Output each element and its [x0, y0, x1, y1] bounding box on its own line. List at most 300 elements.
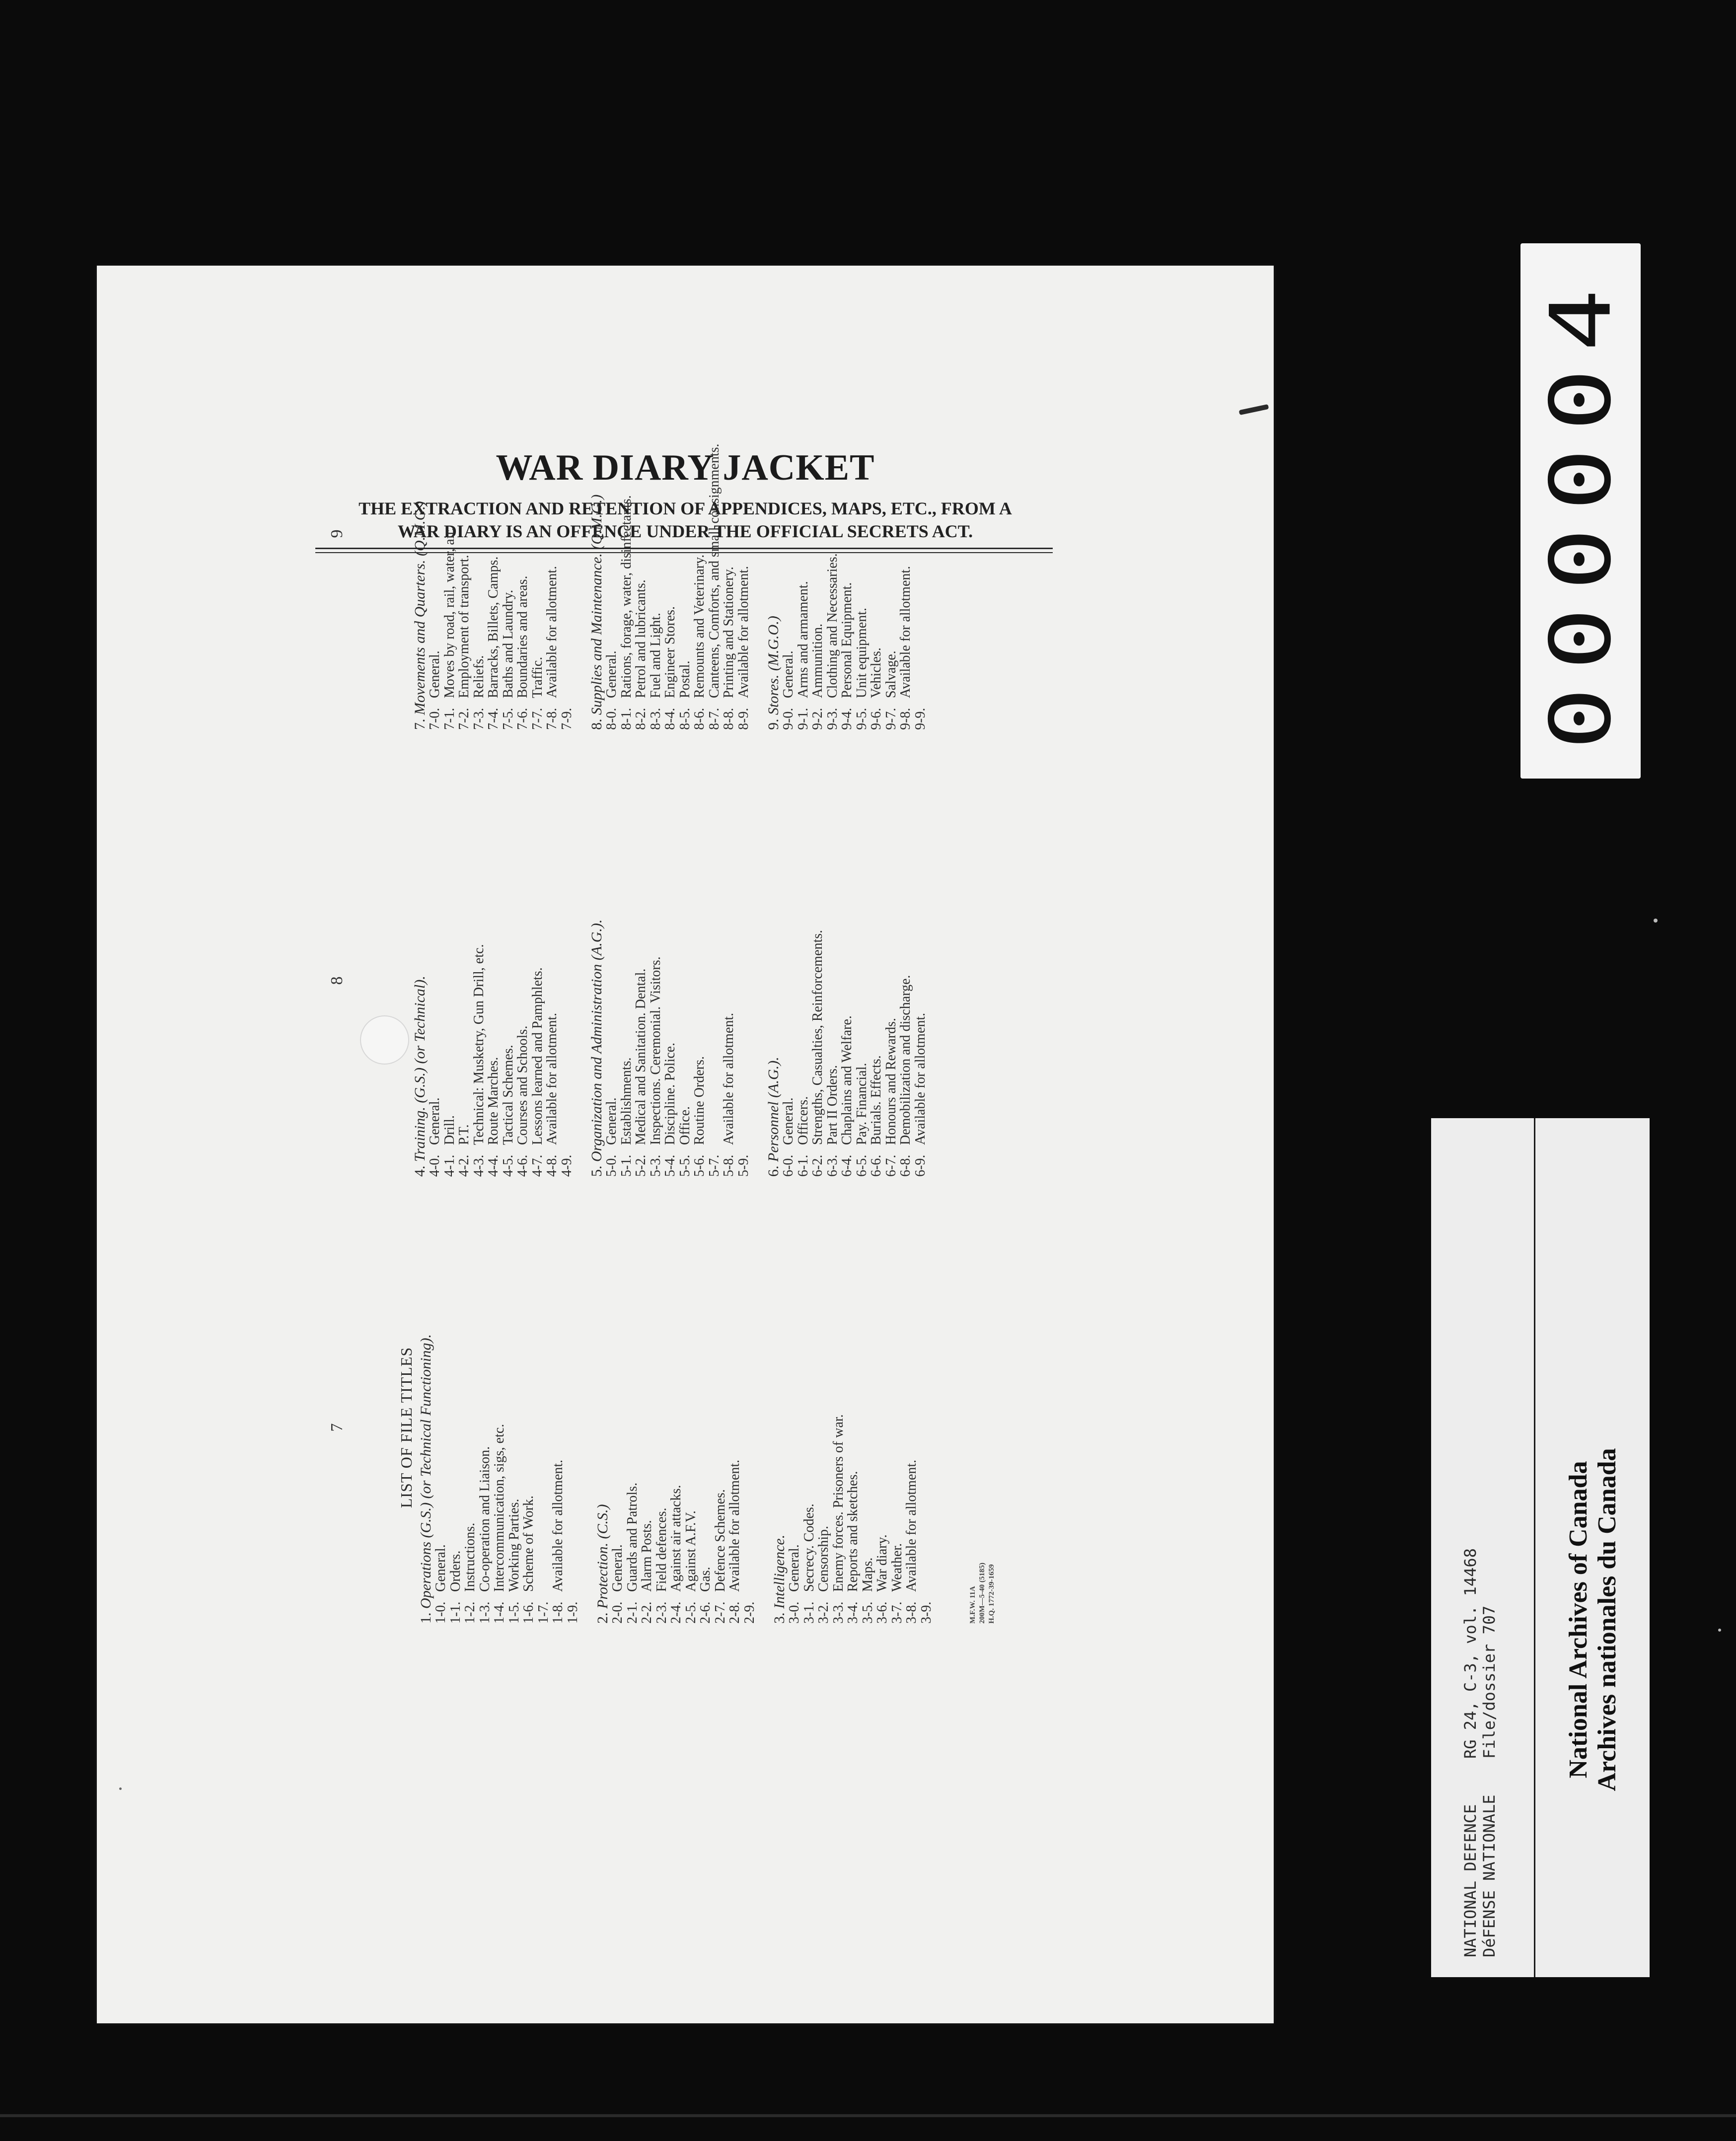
file-code: 5-8. — [721, 1154, 736, 1177]
file-entry — [560, 328, 575, 730]
file-title: Printing and Stationery. — [721, 567, 736, 698]
typed-line: RG 24, C-3, vol. 14468 — [1461, 1548, 1480, 1759]
file-code: 8-2. — [633, 708, 649, 730]
file-title: Strengths, Casualties, Reinforcements. — [810, 929, 825, 1145]
file-code: 1-2. — [462, 1601, 478, 1624]
file-code: 2-0. — [610, 1601, 625, 1624]
file-entry — [742, 1221, 757, 1624]
file-code: 9-2. — [810, 708, 825, 730]
section-number: 7. — [412, 718, 428, 730]
file-title: Boundaries and areas. — [515, 575, 530, 698]
file-code: 6-9. — [912, 1154, 928, 1177]
file-entry — [530, 328, 545, 730]
file-entry — [698, 1221, 713, 1624]
file-code: 1-0. — [433, 1601, 448, 1624]
file-section — [418, 1221, 580, 1624]
file-section — [412, 775, 574, 1177]
file-titles-listing-rotated — [313, 318, 1087, 1634]
file-section — [589, 328, 751, 730]
file-entry — [663, 775, 678, 1177]
file-title: Instructions. — [462, 1522, 478, 1592]
file-code: 9-9. — [912, 708, 928, 730]
file-title: Employment of transport. — [456, 555, 472, 698]
file-code: 7-9. — [559, 708, 575, 730]
file-entry — [816, 1221, 831, 1624]
section-number: 4. — [412, 1165, 428, 1177]
file-entry — [486, 328, 501, 730]
file-entry — [913, 328, 928, 730]
file-title: Enemy forces. Prisoners of war. — [830, 1414, 846, 1592]
file-code: 5-4. — [662, 1154, 678, 1177]
file-title: Honours and Rewards. — [883, 1018, 899, 1145]
file-title: Pay. Financial. — [854, 1063, 869, 1145]
file-code: 2-7. — [712, 1601, 728, 1624]
listing-column-3 — [313, 328, 1087, 740]
file-code: 1-4. — [492, 1601, 507, 1624]
file-code: 1-1. — [447, 1601, 463, 1624]
file-code: 6-8. — [898, 1154, 913, 1177]
file-title: Officers. — [795, 1096, 811, 1145]
section-title: Training. (G.S.) (or Technical). — [412, 976, 428, 1162]
file-title: Available for allotment. — [898, 566, 913, 698]
archives-name — [1564, 1297, 1622, 1942]
file-entry — [486, 775, 501, 1177]
file-entry — [781, 328, 796, 730]
section-number: 5. — [588, 1165, 605, 1177]
file-entry — [434, 1221, 448, 1624]
file-title: Vehicles. — [868, 647, 884, 698]
file-title: War diary. — [874, 1534, 890, 1592]
file-code: 7-7. — [529, 708, 545, 730]
file-title: Co-operation and Liaison. — [477, 1446, 493, 1592]
file-code: 2-8. — [727, 1601, 742, 1624]
file-title: Establishments. — [618, 1057, 634, 1145]
file-entry — [884, 775, 899, 1177]
archives-name-en: National Archives of Canada — [1564, 1461, 1592, 1779]
file-entry — [678, 328, 693, 730]
file-code: 7-2. — [456, 708, 472, 730]
listing-column-2 — [313, 775, 1087, 1187]
scan-speck — [1718, 1629, 1721, 1632]
file-entry — [736, 775, 751, 1177]
file-title: Scheme of Work. — [521, 1496, 536, 1592]
file-entry — [890, 1221, 905, 1624]
file-section — [766, 328, 928, 730]
file-code: 7-6. — [515, 708, 530, 730]
file-entry — [904, 1221, 919, 1624]
file-code: 5-5. — [677, 1154, 693, 1177]
file-title: Courses and Schools. — [515, 1025, 530, 1145]
file-title: Baths and Laundry. — [500, 589, 516, 698]
file-title: Arms and armament. — [795, 581, 811, 698]
file-code: 8-9. — [735, 708, 751, 730]
footer-line: 200M—5-40 (5185) — [978, 1563, 986, 1624]
file-code: 5-2. — [633, 1154, 649, 1177]
file-code: 8-3. — [648, 708, 663, 730]
file-code: 5-3. — [648, 1154, 663, 1177]
file-code: 3-4. — [845, 1601, 861, 1624]
file-title: Available for allotment. — [721, 1012, 736, 1145]
pen-mark — [1239, 404, 1269, 415]
file-code: 4-8. — [544, 1154, 560, 1177]
section-title: Movements and Quarters. (Q.M.G.) — [412, 501, 428, 715]
file-entry — [442, 775, 457, 1177]
file-code: 3-0. — [787, 1601, 802, 1624]
file-code: 7-5. — [500, 708, 516, 730]
file-entry — [536, 1221, 551, 1624]
file-entry — [604, 328, 619, 730]
file-code: 9-0. — [781, 708, 796, 730]
file-code: 6-3. — [824, 1154, 840, 1177]
file-code: 4-2. — [456, 1154, 472, 1177]
file-title: Chaplains and Welfare. — [839, 1015, 855, 1145]
file-code: 3-8. — [904, 1601, 919, 1624]
section-title: Organization and Administration (A.G.). — [588, 919, 605, 1162]
file-entry — [875, 1221, 890, 1624]
file-title: Salvage. — [883, 650, 899, 698]
file-entry — [919, 1221, 934, 1624]
form-footer-notes — [968, 1563, 997, 1624]
file-code: 1-6. — [521, 1601, 536, 1624]
file-code: 5-6. — [692, 1154, 707, 1177]
file-title: Canteens, Comforts, and small consignments. — [706, 443, 722, 698]
file-title: Ammunition. — [810, 623, 825, 698]
footer-line: M.F.W. 11A — [969, 1586, 977, 1624]
file-title: Available for allotment. — [735, 566, 751, 698]
file-title: Gas. — [698, 1567, 713, 1592]
file-title: Orders. — [447, 1550, 463, 1592]
file-entry — [869, 328, 884, 730]
file-entry — [492, 1221, 507, 1624]
file-code: 1-8. — [550, 1601, 566, 1624]
sections-col-2 — [412, 775, 942, 1177]
file-title: Remounts and Veterinary. — [692, 554, 707, 698]
file-entry — [861, 1221, 875, 1624]
file-code: 2-1. — [624, 1601, 640, 1624]
file-section — [595, 1221, 757, 1624]
file-title: Part II Orders. — [824, 1065, 840, 1145]
file-entry — [501, 328, 516, 730]
file-entry — [722, 775, 736, 1177]
file-section — [412, 328, 574, 730]
file-title: General. — [781, 650, 796, 698]
file-code: 3-5. — [860, 1601, 875, 1624]
file-title: Barracks, Billets, Camps. — [486, 556, 501, 698]
file-title: Discipline. Police. — [662, 1042, 678, 1145]
section-heading — [418, 1221, 434, 1624]
section-number: 8. — [588, 718, 605, 730]
file-entry — [472, 328, 487, 730]
file-entry — [825, 328, 840, 730]
file-code: 5-0. — [604, 1154, 619, 1177]
warning-line-1: THE EXTRACTION AND RETENTION OF APPENDICES, MAPS, ETC., FROM A — [359, 499, 1012, 518]
file-entry — [802, 1221, 817, 1624]
file-title: Defence Schemes. — [712, 1489, 728, 1592]
file-code: 8-0. — [604, 708, 619, 730]
file-entry — [692, 328, 707, 730]
file-code: 1-7. — [535, 1601, 551, 1624]
file-entry — [713, 1221, 728, 1624]
section-number: 6. — [765, 1165, 782, 1177]
file-entry — [530, 775, 545, 1177]
file-code: 8-4. — [662, 708, 678, 730]
file-title: Route Marches. — [486, 1057, 501, 1145]
file-entry — [869, 775, 884, 1177]
file-code: 3-1. — [801, 1601, 817, 1624]
file-code: 5-7. — [706, 1154, 722, 1177]
listing-column-1 — [313, 1221, 1087, 1634]
file-title: Available for allotment. — [904, 1459, 919, 1592]
file-entry — [507, 1221, 522, 1624]
file-entry — [840, 775, 855, 1177]
file-title: Office. — [677, 1106, 693, 1145]
file-entry — [796, 328, 811, 730]
file-code: 4-9. — [559, 1154, 575, 1177]
section-heading — [589, 328, 604, 730]
file-code: 7-3. — [471, 708, 487, 730]
file-code: 4-4. — [486, 1154, 501, 1177]
scan-speck — [119, 1787, 122, 1790]
file-entry — [560, 775, 575, 1177]
file-code: 4-1. — [441, 1154, 457, 1177]
file-title: Guards and Patrols. — [624, 1482, 640, 1592]
file-entry — [707, 775, 722, 1177]
file-title: Medical and Sanitation. Dental. — [633, 968, 649, 1145]
file-code: 2-2. — [639, 1601, 654, 1624]
file-title: General. — [604, 650, 619, 698]
file-title: General. — [604, 1097, 619, 1145]
warning-line-2: WAR DIARY IS AN OFFENCE UNDER THE OFFICIAL SECRETS ACT. — [397, 521, 973, 541]
file-title: Working Parties. — [506, 1499, 522, 1592]
file-entry — [515, 775, 530, 1177]
file-entry — [545, 328, 560, 730]
file-title: Fuel and Light. — [648, 613, 663, 698]
file-code: 6-2. — [810, 1154, 825, 1177]
archives-name-fr: Archives nationales du Canada — [1593, 1448, 1621, 1791]
file-code: 3-9. — [918, 1601, 934, 1624]
typed-reference — [1461, 1548, 1499, 1759]
section-number: 9. — [765, 718, 782, 730]
file-entry — [898, 775, 913, 1177]
file-title: Available for allotment. — [727, 1459, 742, 1592]
file-code: 9-4. — [839, 708, 855, 730]
file-entry — [669, 1221, 684, 1624]
section-heading — [766, 775, 781, 1177]
file-title: Lessons learned and Pamphlets. — [529, 967, 545, 1145]
section-title: Supplies and Maintenance. (Q.M.G.) — [588, 494, 605, 715]
file-entry — [684, 1221, 699, 1624]
file-title: Weather. — [889, 1543, 905, 1592]
file-code: 2-6. — [698, 1601, 713, 1624]
section-number: 2. — [594, 1612, 611, 1624]
file-entry — [810, 328, 825, 730]
file-entry — [566, 1221, 580, 1624]
file-entry — [831, 1221, 846, 1624]
file-entry — [604, 775, 619, 1177]
file-entry — [515, 328, 530, 730]
file-entry — [898, 328, 913, 730]
file-code: 4-6. — [515, 1154, 530, 1177]
file-code: 1-5. — [506, 1601, 522, 1624]
file-title: Censorship. — [816, 1526, 831, 1592]
file-title: Tactical Schemes. — [500, 1045, 516, 1145]
file-title: Routine Orders. — [692, 1056, 707, 1145]
file-code: 7-8. — [544, 708, 560, 730]
file-title: Postal. — [677, 660, 693, 698]
file-code: 8-5. — [677, 708, 693, 730]
file-title: Intercommunication, sigs, etc. — [492, 1424, 507, 1592]
file-entry — [884, 328, 899, 730]
file-entry — [501, 775, 516, 1177]
file-entry — [551, 1221, 566, 1624]
file-entry — [457, 775, 472, 1177]
file-code: 3-2. — [816, 1601, 831, 1624]
file-title: Available for allotment. — [544, 566, 560, 698]
file-code: 3-3. — [830, 1601, 846, 1624]
file-code: 6-4. — [839, 1154, 855, 1177]
file-entry — [707, 328, 722, 730]
file-title: Moves by road, rail, water, air. — [441, 527, 457, 698]
section-title: Personnel (A.G.). — [765, 1057, 782, 1162]
file-entry — [610, 1221, 625, 1624]
file-title: Unit equipment. — [854, 608, 869, 698]
file-title: General. — [610, 1544, 625, 1592]
page-number-8: 8 — [328, 976, 346, 985]
file-code: 4-7. — [529, 1154, 545, 1177]
file-entry — [781, 775, 796, 1177]
file-title: General. — [427, 650, 442, 698]
file-section — [766, 775, 928, 1177]
file-code: 9-1. — [795, 708, 811, 730]
file-title: Drill. — [441, 1115, 457, 1145]
file-entry — [428, 775, 442, 1177]
file-entry — [619, 775, 634, 1177]
section-heading — [595, 1221, 610, 1624]
file-title: Available for allotment. — [544, 1012, 560, 1145]
typed-line: NATIONAL DEFENCE — [1461, 1804, 1480, 1957]
file-entry — [678, 775, 693, 1177]
file-title: Secrecy. Codes. — [801, 1503, 817, 1592]
file-code: 6-0. — [781, 1154, 796, 1177]
file-entry — [663, 328, 678, 730]
section-heading — [412, 328, 428, 730]
file-code: 9-6. — [868, 708, 884, 730]
file-entry — [654, 1221, 669, 1624]
file-code: 2-3. — [653, 1601, 669, 1624]
file-title: Available for allotment. — [912, 1012, 928, 1145]
section-title: Stores. (M.G.O.) — [765, 616, 782, 715]
document-title: WAR DIARY JACKET — [496, 447, 875, 488]
file-title: Alarm Posts. — [639, 1520, 654, 1592]
file-entry — [472, 775, 487, 1177]
file-title: General. — [433, 1544, 448, 1592]
typed-department — [1461, 1794, 1499, 1957]
file-entry — [649, 775, 663, 1177]
file-title: Against air attacks. — [668, 1485, 684, 1592]
file-entry — [457, 328, 472, 730]
file-entry — [855, 328, 869, 730]
section-title: Protection. (C.S.) — [594, 1504, 611, 1609]
file-entry — [846, 1221, 861, 1624]
file-title: General. — [781, 1097, 796, 1145]
file-title: Maps. — [860, 1557, 875, 1592]
file-title: Burials. Effects. — [868, 1055, 884, 1145]
file-entry — [545, 775, 560, 1177]
file-entry — [736, 328, 751, 730]
footer-line: H.Q. 1772-39-1659 — [988, 1564, 996, 1624]
file-code: 5-9. — [735, 1154, 751, 1177]
file-entry — [521, 1221, 536, 1624]
file-entry — [825, 775, 840, 1177]
section-heading — [766, 328, 781, 730]
file-title: Traffic. — [529, 656, 545, 698]
file-entry — [634, 328, 649, 730]
file-code: 8-8. — [721, 708, 736, 730]
section-number: 3. — [771, 1612, 788, 1624]
file-title: Technical: Musketry, Gun Drill, etc. — [471, 944, 487, 1145]
file-code: 6-7. — [883, 1154, 899, 1177]
section-heading — [772, 1221, 787, 1624]
frame-number-wrap — [1520, 243, 1641, 779]
file-entry — [442, 328, 457, 730]
file-entry — [840, 328, 855, 730]
file-section — [772, 1221, 934, 1624]
file-title: Available for allotment. — [550, 1459, 566, 1592]
file-code: 1-3. — [477, 1601, 493, 1624]
file-title: P.T. — [456, 1124, 472, 1145]
file-code: 5-1. — [618, 1154, 634, 1177]
file-entry — [796, 775, 811, 1177]
file-entry — [428, 328, 442, 730]
file-entry — [463, 1221, 478, 1624]
file-entry — [787, 1221, 802, 1624]
section-title: Operations (G.S.) (or Technical Functioning). — [418, 1334, 434, 1609]
file-entry — [727, 1221, 742, 1624]
file-code: 1-9. — [565, 1601, 580, 1624]
section-title: Intelligence. — [771, 1534, 788, 1609]
file-title: Reports and sketches. — [845, 1471, 861, 1592]
file-code: 3-7. — [889, 1601, 905, 1624]
file-entry — [649, 328, 663, 730]
file-code: 6-1. — [795, 1154, 811, 1177]
file-entry — [448, 1221, 463, 1624]
section-heading — [412, 775, 428, 1177]
typed-line: File/dossier 707 — [1480, 1605, 1499, 1759]
file-title: Personal Equipment. — [839, 582, 855, 698]
file-entry — [855, 775, 869, 1177]
file-code: 8-6. — [692, 708, 707, 730]
file-entry — [913, 775, 928, 1177]
page-number-7: 7 — [328, 1423, 346, 1432]
file-title: Clothing and Necessaries. — [824, 553, 840, 698]
file-entry — [722, 328, 736, 730]
file-code: 9-3. — [824, 708, 840, 730]
file-entry — [634, 775, 649, 1177]
file-title: Engineer Stores. — [662, 606, 678, 698]
file-title: Petrol and lubricants. — [633, 579, 649, 698]
file-entry — [619, 328, 634, 730]
scan-edge-line — [0, 2114, 1736, 2117]
file-title: Demobilization and discharge. — [898, 975, 913, 1145]
file-code: 4-5. — [500, 1154, 516, 1177]
file-title: Inspections. Ceremonial. Visitors. — [648, 956, 663, 1145]
file-title: Reliefs. — [471, 655, 487, 698]
archive-label-rotated — [1431, 1118, 1650, 1977]
file-entry — [640, 1221, 654, 1624]
file-title: Against A.F.V. — [683, 1510, 699, 1592]
file-code: 2-9. — [741, 1601, 757, 1624]
page-number-9: 9 — [328, 529, 346, 538]
